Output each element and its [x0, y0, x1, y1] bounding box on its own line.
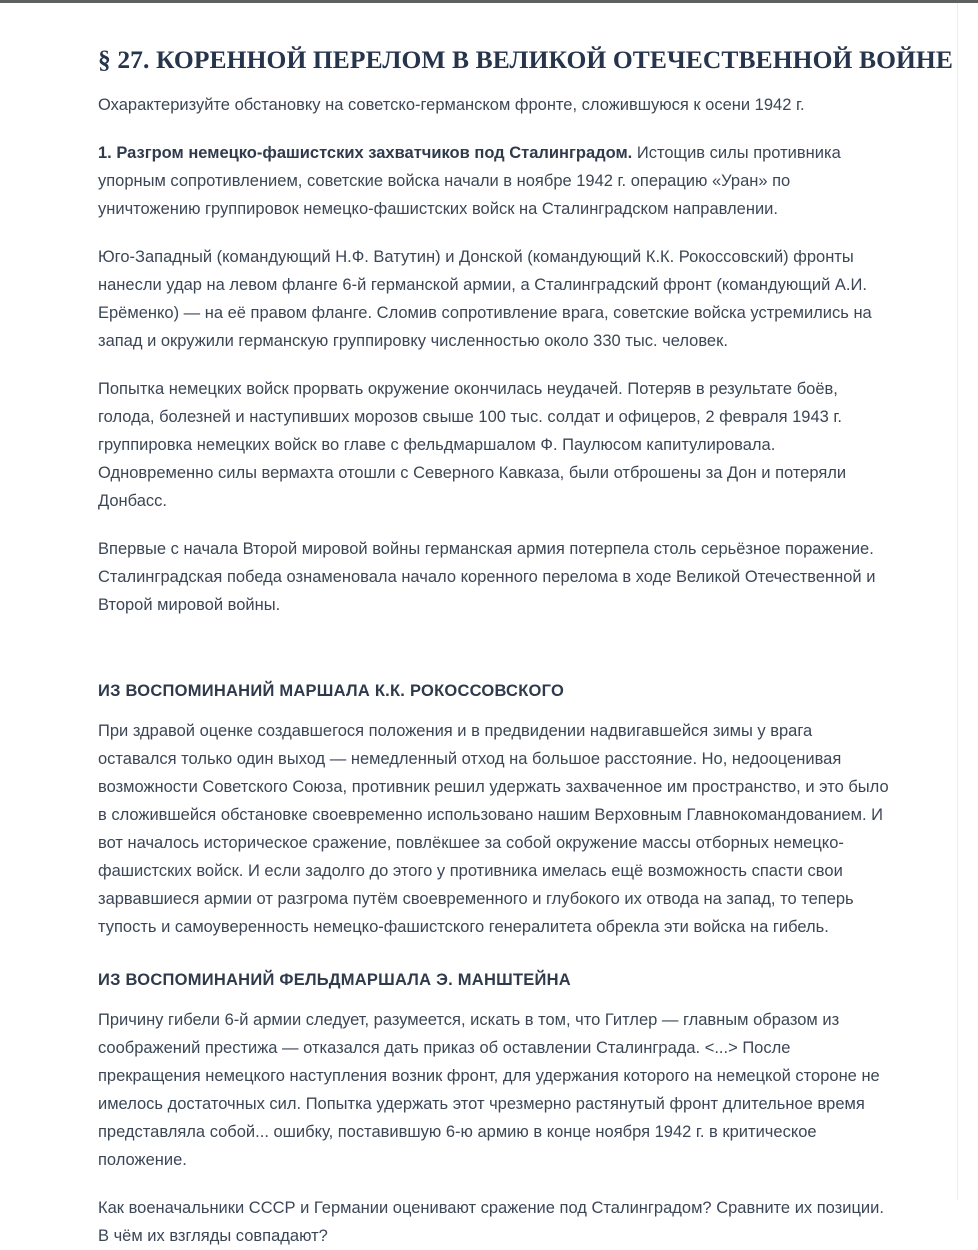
intro-question: Охарактеризуйте обстановку на советско-германском фронте, сложившуюся к осени 1942 г.	[98, 96, 805, 115]
closing-question: Как военачальники СССР и Германии оценивают сражение под Сталинградом? Сравните их позиции. В чём их взгляды совпадают?	[98, 1199, 884, 1246]
section-1-lead-continuation: Истощив силы противника упорным сопротивлением, советские войска начали в ноябре 1942 г. операцию «Уран» по уничтожению группировок немецко-фашистских войск на Сталинградском направлении.	[98, 144, 841, 219]
section-1-lead: 1. Разгром немецко-фашистских захватчиков под Сталинградом.	[98, 144, 633, 163]
section-1-paragraph	[98, 139, 895, 223]
spacer-between-quotes	[98, 961, 895, 968]
quote-heading-rokossovsky: ИЗ ВОСПОМИНАНИЙ МАРШАЛА К.К. РОКОССОВСКОГО	[98, 682, 565, 701]
section-1-paragraph-3: Попытка немецких войск прорвать окружение окончилась неудачей. Потеряв в результате боёв, голода, болезней и наступивших морозов свыше 100 тыс. солдат и офицеров, 2 февраля 1943 г. группировка немецких войск во главе с фельдмаршалом Ф. Паулюсом капитулировала. Одновременно силы вермахта отошли с Северного Кавказа, были отброшены за Дон и потеряли Донбасс.	[98, 380, 847, 511]
page-edge-divider	[957, 3, 958, 1200]
quote-body-manstein: Причину гибели 6-й армии следует, разумеется, искать в том, что Гитлер — главным образом из соображений престижа — отказался дать приказ об оставлении Сталинграда. <...> После прекращения немецкого наступления возник фронт, для удержания которого на немецкой стороне не имелось достаточных сил. Попытка удержать этот чрезмерно растянутый фронт длительное время представляла собой... ошибку, поставившую 6-ю армию в конце ноября 1942 г. в критическое положение.	[98, 1011, 880, 1170]
section-1-paragraph-4: Впервые с начала Второй мировой войны германская армия потерпела столь серьёзное поражение. Сталинградская победа ознаменовала начало коренного перелома в ходе Великой Отечественной и Второй мировой войны.	[98, 540, 876, 615]
section-1-paragraph-2: Юго-Западный (командующий Н.Ф. Ватутин) и Донской (командующий К.К. Рокоссовский) фронты нанесли удар на левом фланге 6-й германской армии, а Сталинградский фронт (командующий А.И. Ерёменко) — на её правом фланге. Сломив сопротивление врага, советские войска устремились на запад и окружили германскую группировку численностью около 330 тыс. человек.	[98, 248, 872, 351]
page-title: § 27. КОРЕННОЙ ПЕРЕЛОМ В ВЕЛИКОЙ ОТЕЧЕСТВЕННОЙ ВОЙНЕ	[98, 45, 953, 74]
document-content	[0, 3, 957, 1246]
spacer-before-quotes	[98, 639, 895, 679]
quote-body-rokossovsky: При здравой оценке создавшегося положения и в предвидении надвигавшейся зимы у врага оставался только один выход — немедленный отход на большое расстояние. Но, недооценивая возможности Советского Союза, противник решил удержать захваченное им пространство, и это было в сложившейся обстановке своевременно использовано нашим Верховным Главнокомандованием. И вот началось историческое сражение, повлёкшее за собой окружение массы отборных немецко-фашистских войск. И если задолго до этого у противника имелась ещё возможность спасти свои зарвавшиеся армии от разгрома путём своевременного и глубокого их отвода на запад, то теперь тупость и самоуверенность немецко-фашистского генералитета обрекла эти войска на гибель.	[98, 722, 889, 937]
quote-heading-manstein: ИЗ ВОСПОМИНАНИЙ ФЕЛЬДМАРШАЛА Э. МАНШТЕЙНА	[98, 971, 571, 990]
